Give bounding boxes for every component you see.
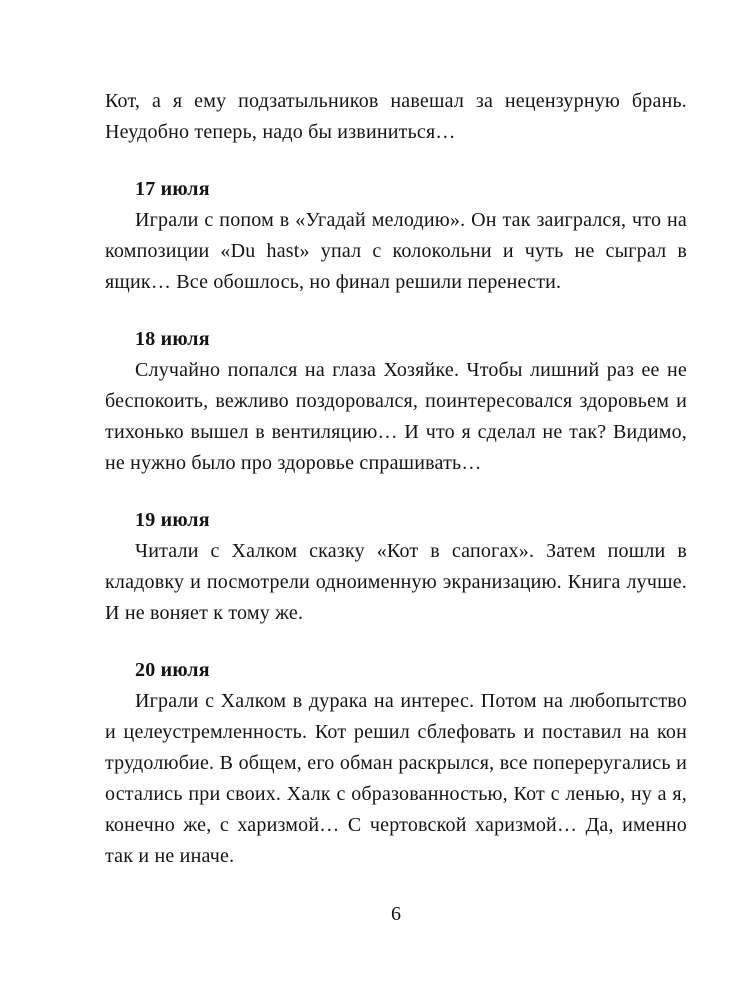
diary-entry-20-july (105, 655, 687, 872)
entry-paragraph: Читали с Халком сказку «Кот в сапогах». Затем пошли в кладовку и посмотрели одноименную экранизацию. Книга лучше. И не воняет к тому же. (105, 540, 687, 624)
entry-date-heading: 18 июля (135, 328, 210, 350)
entry-paragraph: Кот, а я ему подзатыльников навешал за нецензурную брань. Неудобно теперь, надо бы извиниться… (105, 90, 687, 143)
diary-entry-18-july (105, 324, 687, 479)
diary-entry-17-july (105, 174, 687, 298)
entry-date-heading: 17 июля (135, 178, 210, 200)
book-page-text-block (105, 86, 687, 872)
page-number: 6 (391, 903, 401, 925)
entry-paragraph: Играли с Халком в дурака на интерес. Потом на любопытство и целеустремленность. Кот решил сблефовать и поставил на кон трудолюбие. В общем, его обман раскрылся, все попереругались и остались при своих. Халк с образованностью, Кот с ленью, ну а я, конечно же, с харизмой… С чертовской харизмой… Да, именно так и не иначе. (105, 690, 687, 867)
entry-date-heading: 20 июля (135, 659, 210, 681)
diary-entry-continuation (105, 86, 687, 148)
entry-paragraph: Играли с попом в «Угадай мелодию». Он так заигрался, что на композиции «Du hast» упал с колокольни и чуть не сыграл в ящик… Все обошлось, но финал решили перенести. (105, 209, 687, 293)
entry-paragraph: Случайно попался на глаза Хозяйке. Чтобы лишний раз ее не беспокоить, вежливо поздоровался, поинтересовался здоровьем и тихонько вышел в вентиляцию… И что я сделал не так? Видимо, не нужно было про здоровье спрашивать… (105, 359, 687, 474)
diary-entry-19-july (105, 505, 687, 629)
entry-date-heading: 19 июля (135, 509, 210, 531)
